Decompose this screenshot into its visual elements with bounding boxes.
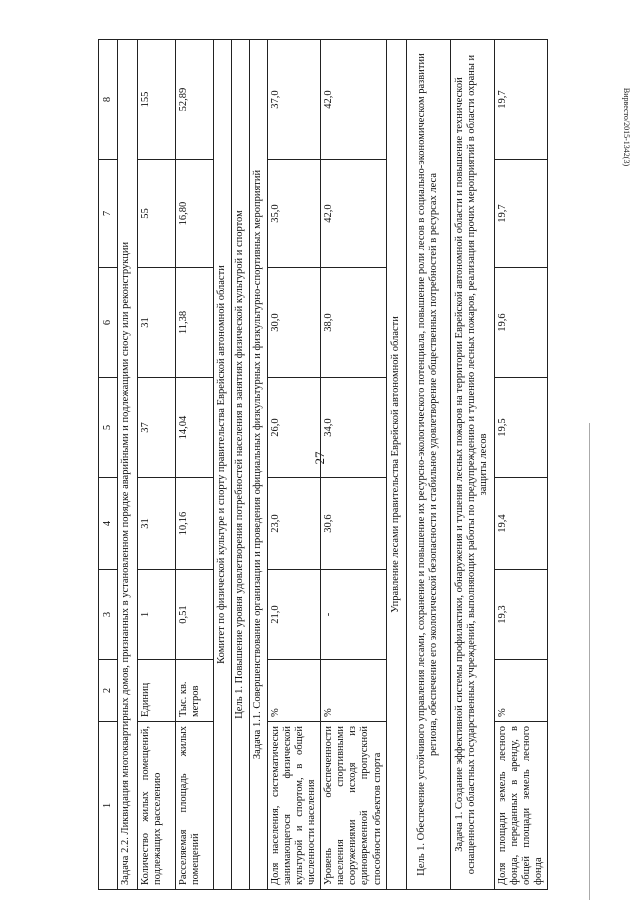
value-cell: 19,7 — [494, 40, 547, 160]
column-header: 3 — [99, 570, 118, 660]
column-header: 5 — [99, 378, 118, 478]
column-header: 1 — [99, 722, 118, 890]
value-cell: - — [321, 570, 386, 660]
value-cell: 19,5 — [494, 378, 547, 478]
section-title: Управление лесами правительства Еврейской автономной области — [386, 40, 406, 890]
rotated-table-container — [98, 40, 544, 890]
section-title: Цель 1. Повышение уровня удовлетворения потребностей населения в занятиях физической культурой и спортом — [232, 40, 250, 890]
table-row — [138, 40, 176, 890]
value-cell: 52,89 — [176, 40, 214, 160]
section-row — [450, 40, 494, 890]
value-cell: 31 — [138, 268, 176, 378]
value-cell: 35,0 — [268, 160, 321, 268]
indicator-name: Доля площади земель лесного фонда, переданных в аренду, в общей площади земель лесного фонда — [494, 722, 547, 890]
unit-cell: % — [321, 660, 386, 722]
indicator-name: Количество жилых помещений, подлежащих расселению — [138, 722, 176, 890]
value-cell: 19,6 — [494, 268, 547, 378]
value-cell: 31 — [138, 478, 176, 570]
unit-cell: Тыс. кв. метров — [176, 660, 214, 722]
header-row — [99, 40, 118, 890]
section-row — [386, 40, 406, 890]
value-cell: 21,0 — [268, 570, 321, 660]
value-cell: 34,0 — [321, 378, 386, 478]
value-cell: 37,0 — [268, 40, 321, 160]
value-cell: 26,0 — [268, 378, 321, 478]
value-cell: 11,38 — [176, 268, 214, 378]
value-cell: 19,4 — [494, 478, 547, 570]
indicator-name: Доля населения, систематически занимающегося физической культурой и спортом, в общей численности населения — [268, 722, 321, 890]
value-cell: 0,51 — [176, 570, 214, 660]
unit-cell: % — [494, 660, 547, 722]
indicator-name: Уровень обеспеченности населения спортивными сооружениями исходя из единовременной пропускной способности объектов спорта — [321, 722, 386, 890]
table-frame — [98, 40, 544, 890]
unit-cell: Единиц — [138, 660, 176, 722]
indicators-table — [98, 39, 548, 890]
value-cell: 38,0 — [321, 268, 386, 378]
column-header: 8 — [99, 40, 118, 160]
value-cell: 155 — [138, 40, 176, 160]
value-cell: 19,7 — [494, 160, 547, 268]
value-cell: 30,0 — [268, 268, 321, 378]
column-header: 2 — [99, 660, 118, 722]
table-row — [176, 40, 214, 890]
column-header: 6 — [99, 268, 118, 378]
section-title: Задача 2.2. Ликвидация многоквартирных домов, признанных в установленном порядке аварийными и подлежащими сносу или реконструкции — [118, 40, 138, 890]
section-title: Комитет по физической культуре и спорту правительства Еврейской автономной области — [214, 40, 232, 890]
table-row — [268, 40, 321, 890]
value-cell: 30,6 — [321, 478, 386, 570]
value-cell: 42,0 — [321, 160, 386, 268]
value-cell: 14,04 — [176, 378, 214, 478]
margin-line — [589, 423, 590, 900]
value-cell: 23,0 — [268, 478, 321, 570]
section-row — [214, 40, 232, 890]
section-title: Задача 1. Создание эффективной системы профилактики, обнаружения и тушения лесных пожаров на территории Еврейской автономной области и повышение технической оснащенности областных государственных учреждений, выполняющих работы по предупреждению и тушению лесных пожаров, реализация прочих мероприятий в области охраны и защиты лесов — [450, 40, 494, 890]
section-title: Цель 1. Обеспечение устойчивого управления лесами, сохранение и повышение их ресурсно-экологического потенциала, повышение роли лесов в социально-экономическом развитии региона, обеспечение его экологической безопасности и стабильное удовлетворение общественных потребностей в ресурсах леса — [406, 40, 450, 890]
value-cell: 37 — [138, 378, 176, 478]
value-cell: 10,16 — [176, 478, 214, 570]
column-header: 4 — [99, 478, 118, 570]
section-row — [406, 40, 450, 890]
table-row — [321, 40, 386, 890]
section-title: Задача 1.1. Совершенствование организации и проведения официальных физкультурных и физкультурно-спортивных мероприятий — [250, 40, 268, 890]
value-cell: 42,0 — [321, 40, 386, 160]
value-cell: 1 — [138, 570, 176, 660]
page-number: 27 — [312, 451, 327, 465]
section-row — [232, 40, 250, 890]
value-cell: 16,80 — [176, 160, 214, 268]
value-cell: 19,3 — [494, 570, 547, 660]
section-row — [250, 40, 268, 890]
section-row — [118, 40, 138, 890]
unit-cell: % — [268, 660, 321, 722]
value-cell: 55 — [138, 160, 176, 268]
column-header: 7 — [99, 160, 118, 268]
indicator-name: Расселяемая площадь жилых помещений — [176, 722, 214, 890]
document-code: Вирвесто/2015-1342(3) — [622, 87, 631, 167]
table-row — [494, 40, 547, 890]
